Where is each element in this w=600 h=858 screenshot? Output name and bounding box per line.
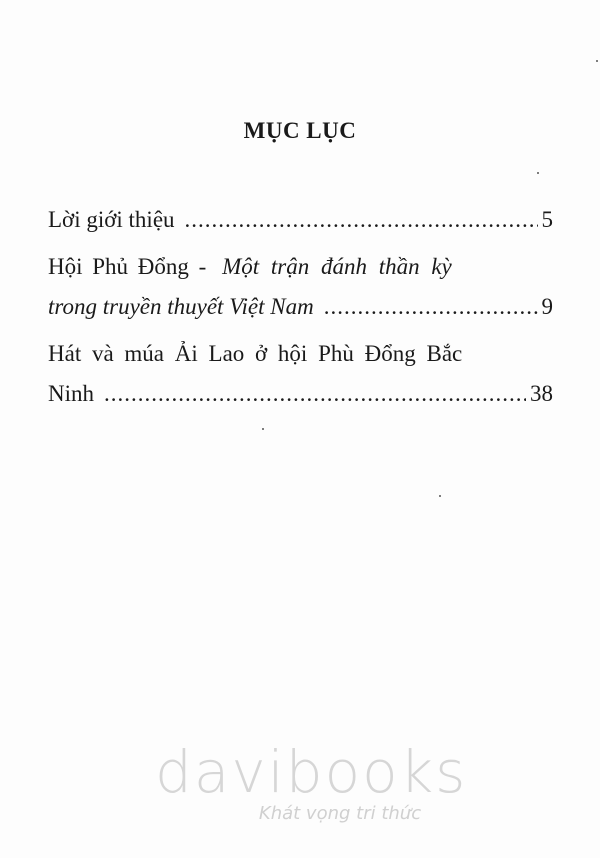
toc-line — [48, 374, 553, 414]
watermark-logo: davibooks — [155, 738, 468, 806]
dot-leader — [324, 287, 538, 327]
table-of-contents — [48, 200, 553, 421]
toc-entry-title: Hát và múa Ải Lao ở hội Phù Đổng Bắc — [48, 341, 463, 366]
toc-line — [48, 247, 553, 287]
toc-entry-subtitle: Một trận đánh thần kỳ — [222, 254, 452, 279]
toc-line — [48, 334, 553, 374]
scan-speck — [262, 428, 264, 430]
toc-entry-hat-va-mua[interactable] — [48, 334, 553, 414]
page-title: MỤC LỤC — [243, 118, 357, 143]
toc-entry-subtitle-cont: trong truyền thuyết Việt Nam — [48, 294, 314, 319]
toc-entry-title: Lời giới thiệu — [48, 207, 175, 232]
scan-speck — [439, 495, 441, 497]
dot-leader — [104, 374, 526, 414]
scan-speck — [596, 60, 598, 62]
toc-entry-title: Hội Phủ Đổng - — [48, 254, 217, 279]
toc-entry-introduction[interactable] — [48, 200, 553, 240]
toc-page-number: 5 — [541, 207, 553, 232]
toc-line — [48, 200, 553, 240]
toc-page-number: 9 — [541, 294, 553, 319]
scan-speck — [537, 172, 539, 174]
dot-leader — [185, 200, 538, 240]
watermark-tagline: Khát vọng tri thức — [258, 803, 422, 824]
toc-page-number: 38 — [530, 381, 553, 406]
toc-entry-title-cont: Ninh — [48, 381, 94, 406]
toc-entry-hoi-phu-dong[interactable] — [48, 247, 553, 327]
toc-line — [48, 287, 553, 327]
